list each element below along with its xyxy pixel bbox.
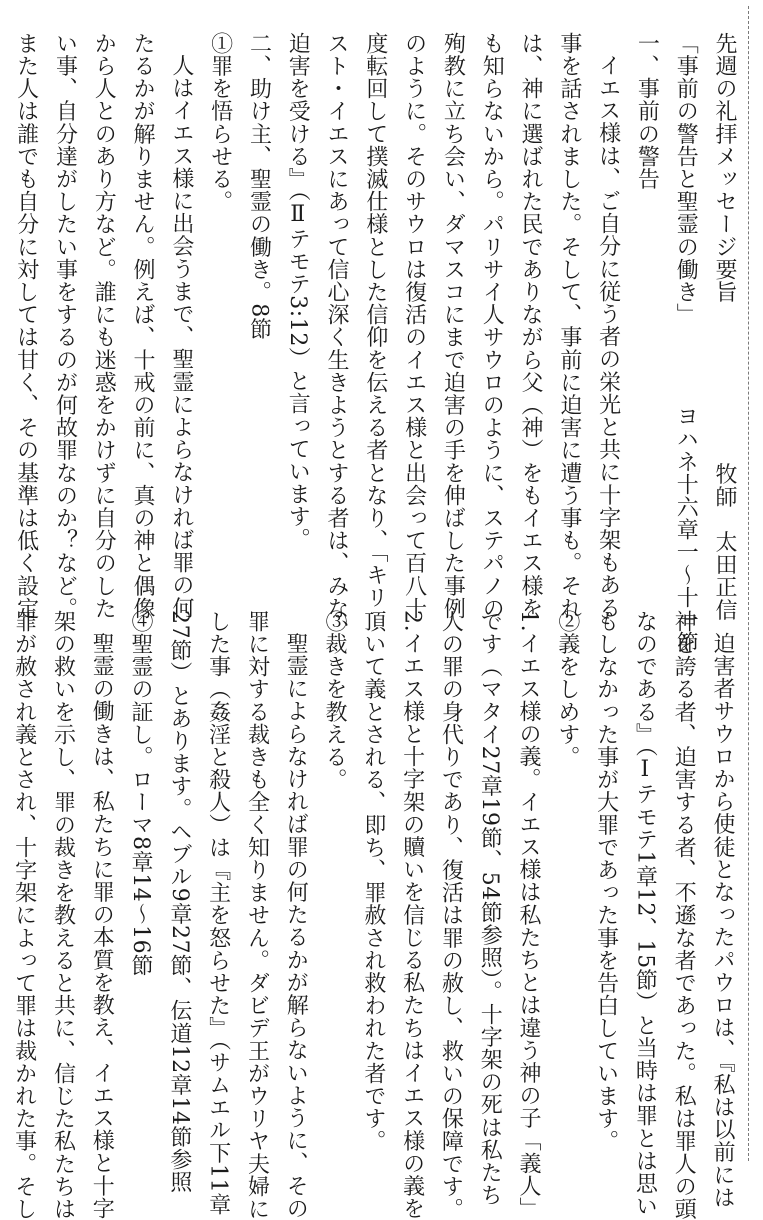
text-column: 人はイエス様に出会うまで、聖霊によらなければ罪の何	[168, 54, 194, 619]
text-column: もしなかった事が大罪であった事を告白しています。	[593, 610, 619, 1153]
text-column: なのである』（Ⅰテモテ1章12、15節）と当時は罪とは思い	[632, 610, 658, 1218]
text-column: 27節）とあります。ヘブル9章27節、伝道12章14節参照	[166, 610, 192, 1194]
text-column: たるかが解りません。例えば、十戒の前に、真の神と偶像	[130, 32, 156, 620]
section-heading: 二、助け主、聖霊の働き。8節	[246, 32, 272, 341]
text-column: 事を話されました。そして、事前に迫害に遭う事も。それ	[556, 32, 582, 620]
text-column: 聖霊の働きは、私たちに罪の本質を教え、イエス様と十字	[89, 632, 115, 1220]
text-column: は、神に選ばれた民でありながら父（神）をもイエス様を	[518, 32, 544, 620]
text-column: のように。そのサウロは復活のイエス様と出会って百八十	[401, 32, 427, 620]
sermon-summary-lower	[11, 610, 741, 1220]
scripture-reference: ヨハネ十六章一〜十一節	[673, 405, 699, 654]
text-column: イエス様は、ご自分に従う者の栄光と共に十字架もある	[595, 54, 621, 619]
pastor-role: 牧師	[712, 462, 737, 509]
dashed-margin-line	[748, 6, 749, 1161]
text-column: 聖霊によらなければ罪の何たるかが解らないように、その	[283, 632, 309, 1220]
text-column: 迫害者サウロから使徒となったパウロは、『私は以前には	[710, 632, 735, 1209]
text-column: 1.イエス様の義。イエス様は私たちとは違う神の子「義人」	[516, 610, 542, 1220]
text-column: 殉教に立ち会い、ダマスコにまで迫害の手を伸ばした事例	[440, 32, 466, 620]
subsection-heading: ④聖霊の証し。ローマ8章14〜16節	[128, 610, 154, 977]
text-column	[0, 610, 4, 1150]
text-column: 迫害を受ける』（Ⅱテモテ3:12）と言っています。	[285, 32, 311, 551]
text-column: 2.イエス様と十字架の贖いを信じる私たちはイエス様の義を	[399, 610, 425, 1220]
text-column: です（マタイ27章19節、54節参照）。十字架の死は私たち	[477, 610, 503, 1207]
text-column: 人の罪の身代りであり、復活は罪の赦し、救いの保障です。	[438, 610, 464, 1220]
sermon-title: 「事前の警告と聖霊の働き」	[673, 32, 699, 315]
text-column: い事、自分達がしたい事をするのが何故罪なのか？など。	[52, 32, 78, 620]
subsection-heading: ③裁きを教える。	[322, 610, 348, 791]
sermon-summary-upper	[13, 32, 743, 654]
text-column: また人は誰でも自分に対しては甘く、その基準は低く設定	[13, 32, 39, 620]
subsection-heading: ②義をしめす。	[554, 610, 580, 769]
text-column: 頂いて義とされる、即ち、罪赦され救われた者です。	[360, 610, 386, 1153]
text-column	[0, 32, 6, 572]
section-heading: 一、事前の警告	[634, 32, 660, 191]
bulletin-heading: 先週の礼拝メッセージ要旨	[712, 32, 737, 304]
text-column: から人とのあり方など。誰にも迷惑をかけずに自分のした	[91, 32, 117, 620]
text-column: スト・イエスにあって信心深く生きようとする者は、みな、	[324, 32, 350, 643]
sermon-title-row	[665, 32, 704, 654]
text-column: 神を誇る者、迫害する者、不遜な者であった。私は罪人の頭	[671, 610, 697, 1220]
text-column: 架の救いを示し、罪の裁きを教えると共に、信じた私たちは	[50, 610, 76, 1220]
text-column: 罪が赦され義とされ、十字架によって罪は裁かれた事。そし	[11, 610, 37, 1220]
text-column: も知らないから。パリサイ人サウロのように、ステパノの	[479, 32, 505, 620]
header-row	[704, 32, 743, 622]
subsection-heading: ①罪を悟らせる。	[207, 32, 233, 213]
text-column: 度転回して撲滅仕様とした信仰を伝える者となり、「キリ	[362, 32, 388, 609]
pastor-name: 太田正信	[712, 530, 737, 622]
text-column: 罪に対する裁きも全く知りません。ダビデ王がウリヤ夫婦に	[244, 610, 270, 1220]
text-column: した事（姦淫と殺人）は『主を怒らせた』（サムエル下11章	[205, 610, 231, 1216]
